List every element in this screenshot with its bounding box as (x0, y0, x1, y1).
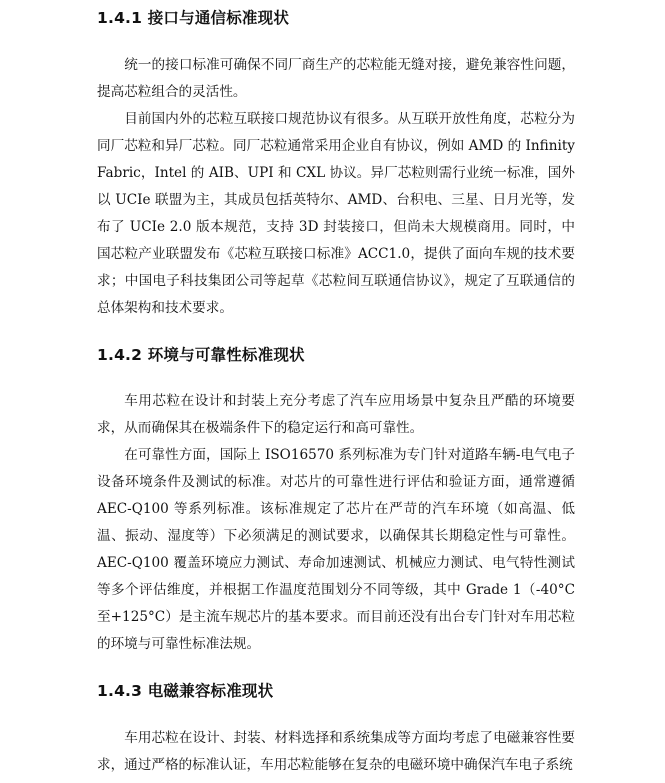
paragraph-interface-protocols: 目前国内外的芯粒互联接口规范协议有很多。从互联开放性角度，芯粒分为同厂芯粒和异厂芯粒。同厂芯粒通常采用企业自有协议，例如 AMD 的 Infinity Fabric，Intel 的 AIB、UPI 和 CXL 协议。异厂芯粒则需行业统一标准，国外以 UCIe 联盟为主，其成员包括英特尔、AMD、台积电、三星、日月光等，发布了 UCIe 2.0 版本规范，支持 3D 封装接口，但尚未大规模商用。同时，中国芯粒产业联盟发布《芯粒互联接口标准》ACC1.0，提供了面向车规的技术要求；中国电子科技集团公司等起草《芯粒间互联通信协议》，规定了互联通信的总体架构和技术要求。 (97, 111, 575, 316)
section-heading-environment-reliability: 1.4.2 环境与可靠性标准现状 (97, 346, 305, 364)
section-heading-emc: 1.4.3 电磁兼容标准现状 (97, 682, 274, 700)
paragraph-interface-intro: 统一的接口标准可确保不同厂商生产的芯粒能无缝对接，避免兼容性问题，提高芯粒组合的灵活性。 (97, 57, 575, 100)
paragraph-environment-intro: 车用芯粒在设计和封装上充分考虑了汽车应用场景中复杂且严酷的环境要求，从而确保其在极端条件下的稳定运行和高可靠性。 (97, 393, 575, 436)
section-heading-interface-communication: 1.4.1 接口与通信标准现状 (97, 9, 290, 27)
paragraph-emc-intro: 车用芯粒在设计、封装、材料选择和系统集成等方面均考虑了电磁兼容性要求，通过严格的标准认证，车用芯粒能够在复杂的电磁环境中确保汽车电子系统 (97, 730, 575, 773)
paragraph-reliability-standards: 在可靠性方面，国际上 ISO16570 系列标准为专门针对道路车辆-电气电子设备环境条件及测试的标准。对芯片的可靠性进行评估和验证方面，通常遵循 AEC-Q100 等系列标准。该标准规定了芯片在严苛的汽车环境（如高温、低温、振动、湿度等）下必须满足的测试要求，以确保其长期稳定性与可靠性。AEC-Q100 覆盖环境应力测试、寿命加速测试、机械应力测试、电气特性测试等多个评估维度，并根据工作温度范围划分不同等级，其中 Grade 1（-40°C 至+125°C）是主流车规芯片的基本要求。而目前还没有出台专门针对车用芯粒的环境与可靠性标准法规。 (97, 447, 575, 652)
